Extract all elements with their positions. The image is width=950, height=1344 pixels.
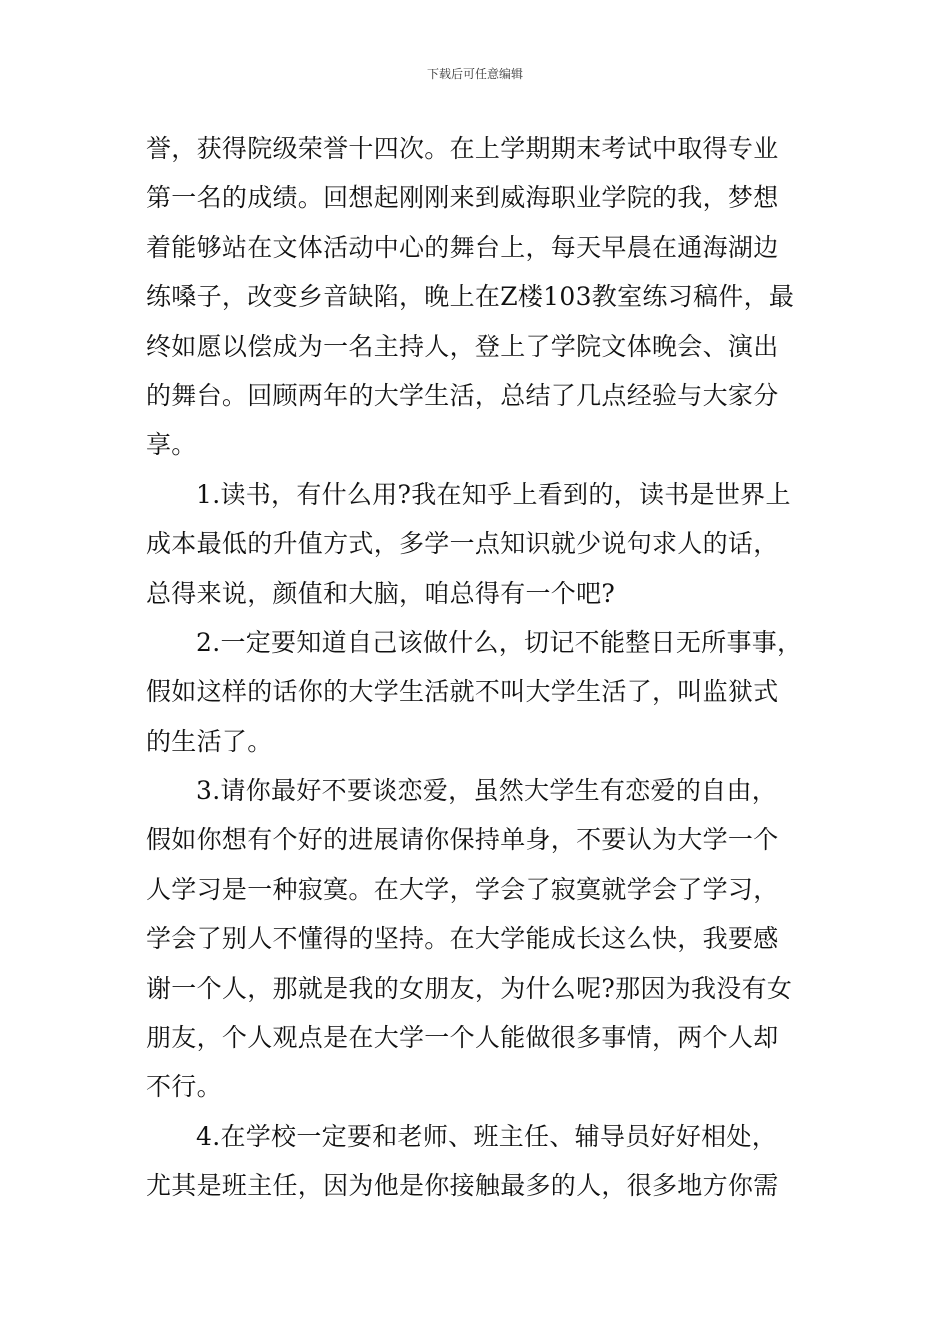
- list-item-4-first-line: 4.在学校一定要和老师、班主任、辅导员好好相处，: [196, 1121, 778, 1151]
- text-line: 尤其是班主任，因为他是你接触最多的人，很多地方你需: [146, 1171, 779, 1201]
- text-line: 的生活了。: [146, 726, 273, 756]
- text-line: 着能够站在文体活动中心的舞台上，每天早晨在通海湖边: [146, 232, 779, 262]
- document-body: [146, 124, 810, 1211]
- list-item-1-first-line: 1.读书，有什么用?我在知乎上看到的，读书是世界上: [196, 479, 791, 509]
- text-line: 享。: [146, 430, 197, 460]
- text-line: 的舞台。回顾两年的大学生活，总结了几点经验与大家分: [146, 380, 779, 410]
- text-line: 终如愿以偿成为一名主持人，登上了学院文体晚会、演出: [146, 331, 779, 361]
- text-line: 谢一个人，那就是我的女朋友，为什么呢?那因为我没有女: [146, 973, 793, 1003]
- list-item-2-first-line: 2.一定要知道自己该做什么，切记不能整日无所事事，: [196, 627, 803, 657]
- text-line: 假如这样的话你的大学生活就不叫大学生活了，叫监狱式: [146, 677, 779, 707]
- text-line: 誉，获得院级荣誉十四次。在上学期期末考试中取得专业: [146, 134, 779, 163]
- text-line: 不行。: [146, 1072, 222, 1102]
- text-line: 人学习是一种寂寞。在大学，学会了寂寞就学会了学习，: [146, 874, 779, 904]
- text-line: 朋友，个人观点是在大学一个人能做很多事情，两个人却: [146, 1023, 779, 1053]
- text-line: 总得来说，颜值和大脑，咱总得有一个吧?: [146, 578, 616, 608]
- page-header: 下载后可任意编辑: [426, 67, 523, 81]
- text-line: 成本最低的升值方式，多学一点知识就少说句求人的话，: [146, 529, 779, 559]
- text-line: 练嗓子，改变乡音缺陷，晚上在Z楼103教室练习稿件，最: [146, 282, 795, 312]
- text-line: 假如你想有个好的进展请你保持单身，不要认为大学一个: [146, 825, 779, 855]
- text-line: 学会了别人不懂得的坚持。在大学能成长这么快，我要感: [146, 924, 779, 954]
- text-line: 第一名的成绩。回想起刚刚来到威海职业学院的我，梦想: [146, 183, 779, 213]
- list-item-3-first-line: 3.请你最好不要谈恋爱，虽然大学生有恋爱的自由，: [196, 776, 778, 806]
